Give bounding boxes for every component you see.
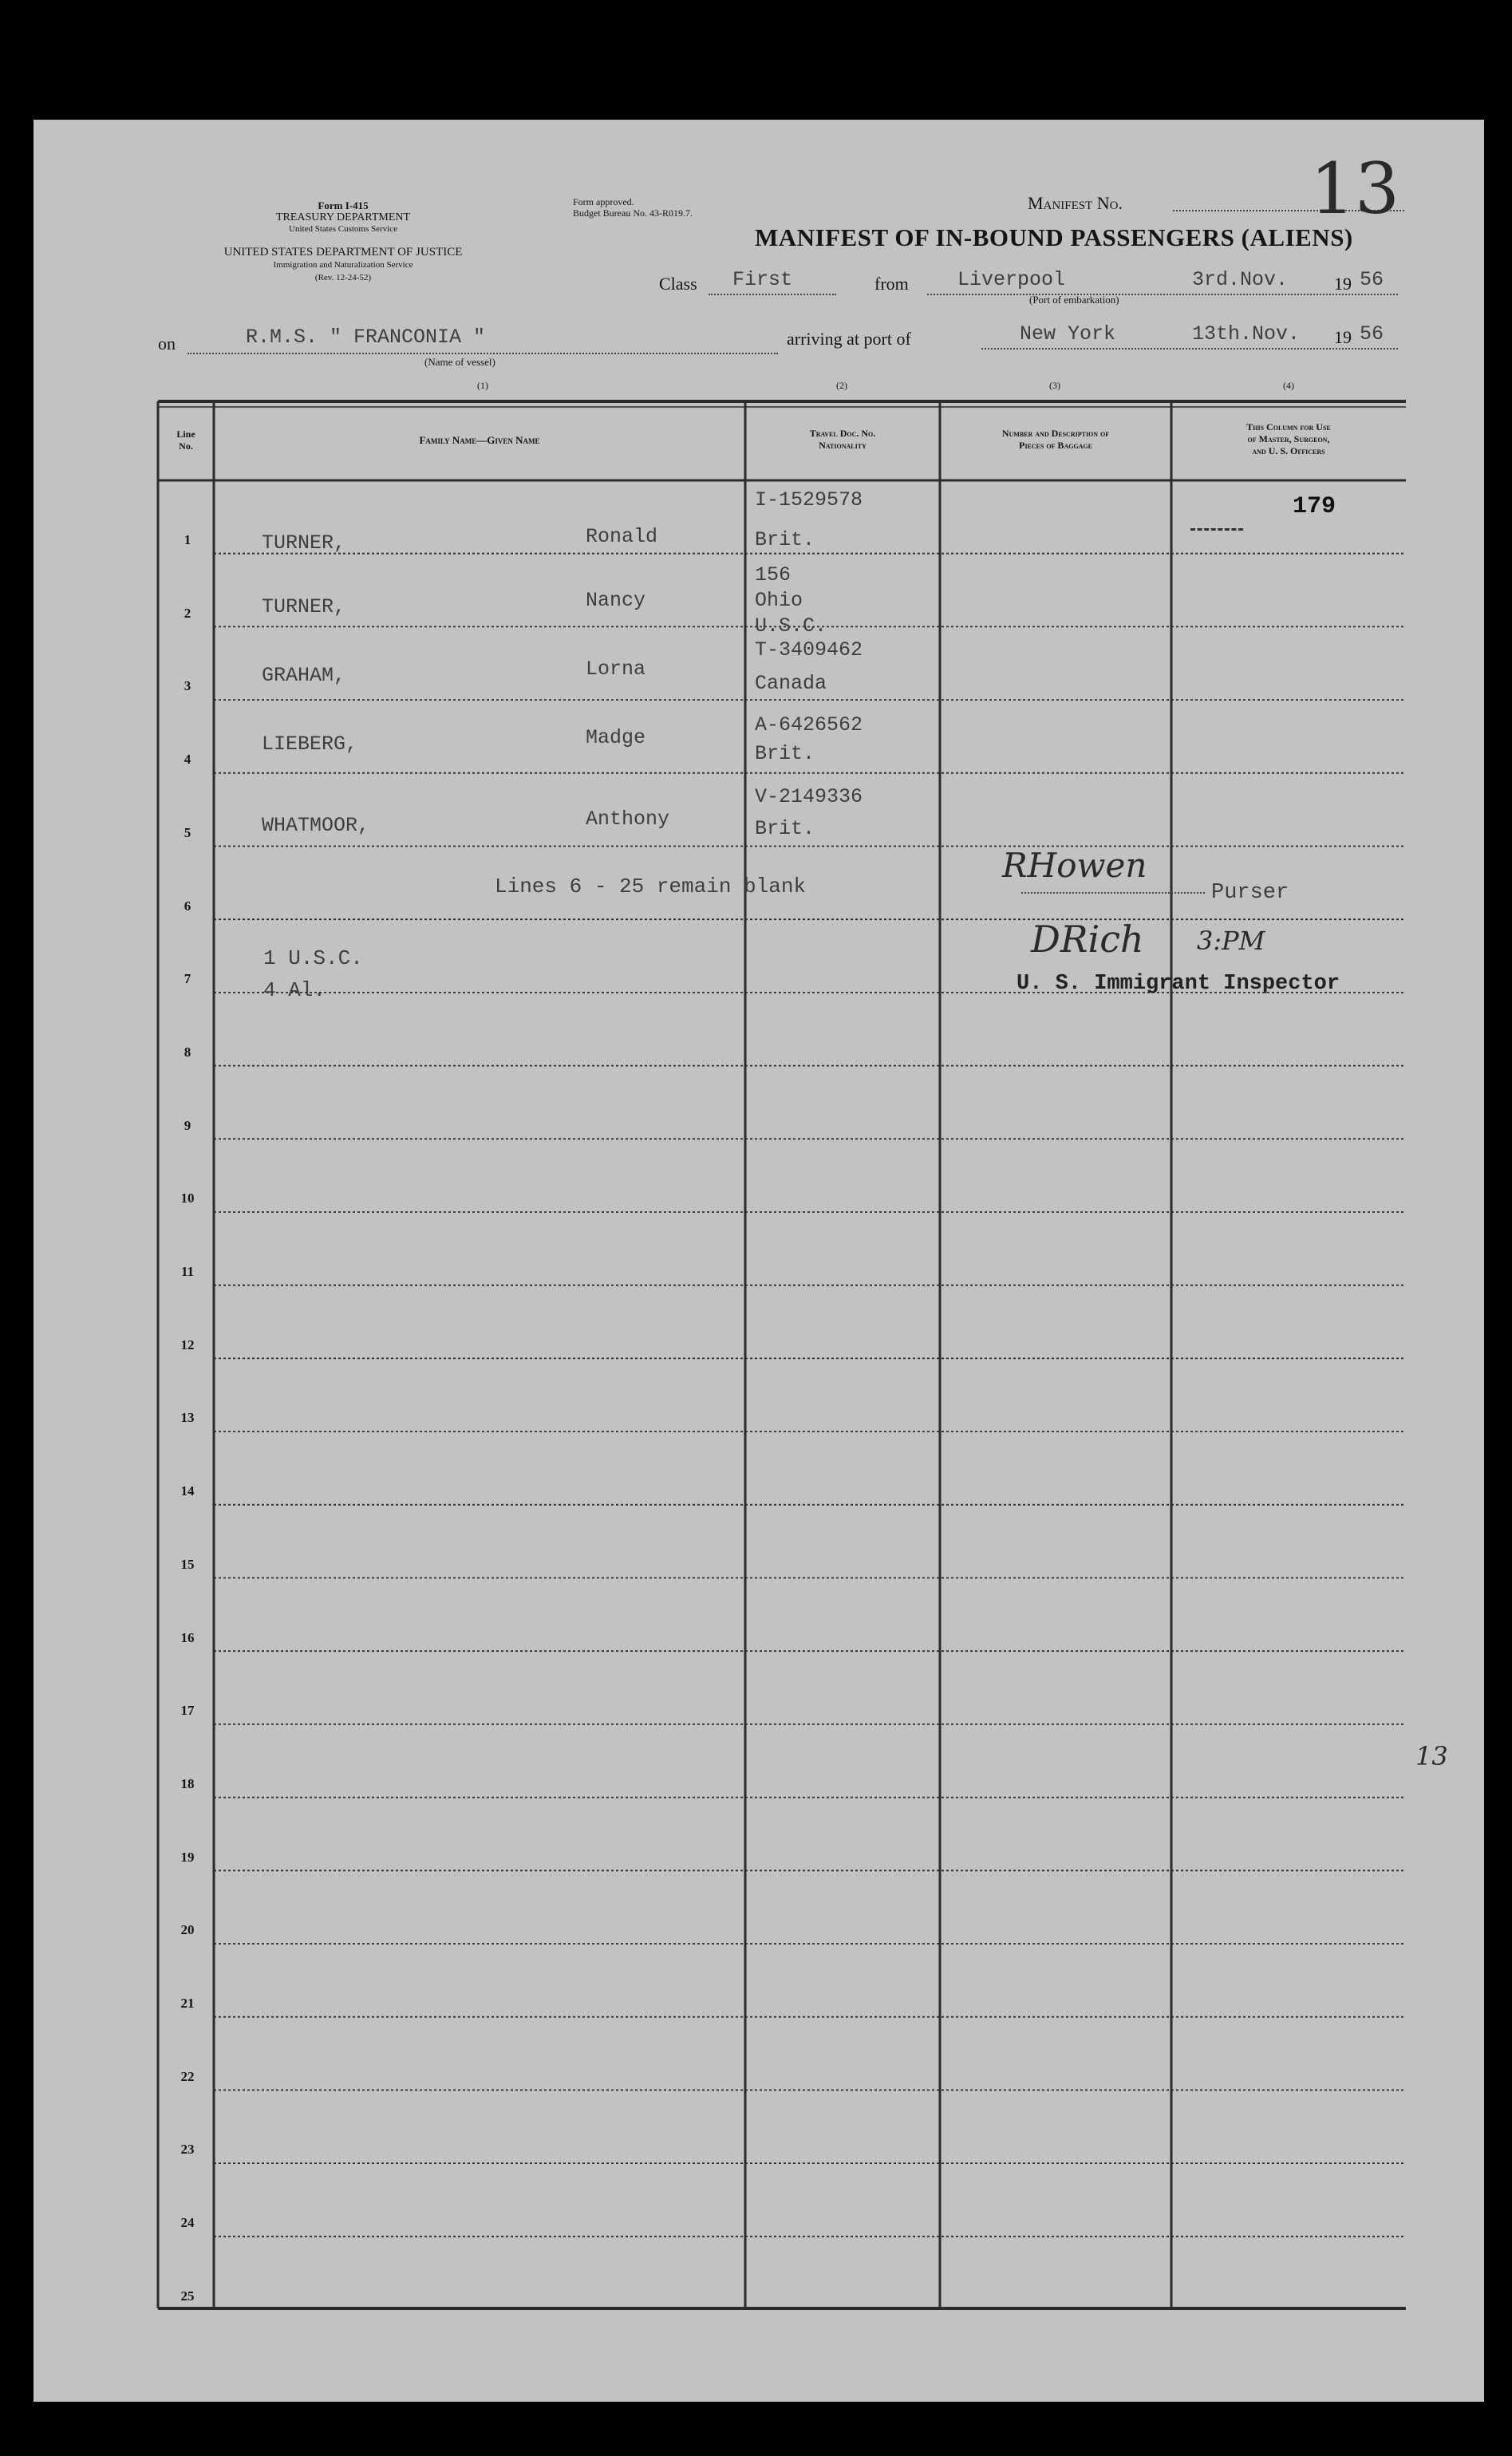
- line-number: 12: [180, 1337, 195, 1352]
- travel-doc-entry: Canada: [755, 672, 827, 695]
- purser-signature: RHowen: [1002, 846, 1147, 885]
- alien-count: 4 Al.: [263, 978, 326, 1002]
- line-number: 9: [184, 1117, 191, 1133]
- line-number: 4: [184, 752, 191, 768]
- from-label: from: [874, 274, 909, 294]
- given-name: Madge: [586, 726, 646, 749]
- line-number: 22: [180, 2068, 195, 2084]
- arrival-port: New York: [1020, 322, 1116, 345]
- inspector-signature: DRich: [1031, 918, 1144, 961]
- given-name: Anthony: [586, 807, 670, 831]
- line-number: 17: [180, 1703, 195, 1719]
- line-number: 7: [184, 971, 191, 987]
- revision-label: (Rev. 12-24-52): [314, 273, 372, 282]
- from-value: Liverpool: [957, 268, 1066, 291]
- line-number: 1: [184, 532, 191, 547]
- line-number: 19: [180, 1849, 195, 1865]
- travel-doc-entry: Brit.: [755, 528, 815, 551]
- column-number-4: (4): [1283, 380, 1294, 391]
- column-number-1: (1): [477, 380, 488, 391]
- line-number: 10: [180, 1190, 195, 1206]
- arrival-year-prefix: 19: [1334, 327, 1352, 347]
- travel-doc-entry: Brit.: [755, 817, 815, 840]
- line-number: 8: [184, 1044, 191, 1060]
- travel-doc-entry: V-2149336: [755, 785, 863, 808]
- travel-doc-entry: 156: [755, 563, 792, 586]
- inspection-time: 3:PM: [1197, 926, 1265, 956]
- line-no-header: Line No.: [176, 428, 195, 452]
- vessel-name: R.M.S. " FRANCONIA ": [246, 326, 486, 349]
- officer-number: 179: [1293, 493, 1336, 520]
- manifest-no-label: Manifest No.: [1028, 193, 1123, 213]
- form-approved: Form approved.: [573, 196, 634, 207]
- department-of-justice: UNITED STATES DEPARTMENT OF JUSTICE: [223, 246, 463, 259]
- usc-count: 1 U.S.C.: [263, 946, 363, 970]
- family-name: TURNER,: [262, 595, 346, 618]
- arrival-date: 13th.Nov.: [1192, 322, 1301, 345]
- line-number: 20: [180, 1922, 195, 1938]
- vessel-name-label: (Name of vessel): [424, 356, 495, 368]
- line-number: 6: [184, 898, 191, 914]
- inspector-label: U. S. Immigrant Inspector: [1017, 972, 1340, 996]
- line-number: 5: [184, 824, 191, 840]
- travel-doc-entry: T-3409462: [755, 638, 863, 661]
- given-name: Lorna: [586, 657, 646, 681]
- family-name: GRAHAM,: [262, 664, 346, 687]
- line-number: 14: [180, 1483, 195, 1499]
- customs-service: United States Customs Service: [289, 224, 397, 234]
- line-number: 11: [180, 1264, 195, 1279]
- treasury-department: TREASURY DEPARTMENT: [275, 211, 411, 223]
- form-number: Form I-415: [318, 199, 369, 211]
- blank-lines-note: Lines 6 - 25 remain blank: [495, 875, 807, 898]
- officer-dash-mark: [1190, 528, 1243, 531]
- baggage-header: Number and Description of Pieces of Baggage: [1001, 428, 1110, 451]
- column-number-3: (3): [1049, 380, 1060, 391]
- port-embarkation-label: (Port of embarkation): [1029, 294, 1119, 306]
- travel-doc-entry: I-1529578: [755, 488, 863, 511]
- departure-date: 3rd.Nov.: [1192, 268, 1289, 291]
- budget-bureau: Budget Bureau No. 43-R019.7.: [573, 207, 693, 219]
- line-number: 21: [180, 1996, 195, 2011]
- line-number: 16: [180, 1629, 195, 1645]
- manifest-title: MANIFEST OF IN-BOUND PASSENGERS (ALIENS): [755, 223, 1353, 251]
- ins-label: Immigration and Naturalization Service: [273, 260, 413, 270]
- line-number: 3: [184, 678, 191, 694]
- line-number: 24: [180, 2215, 195, 2231]
- given-name: Nancy: [586, 589, 646, 612]
- side-page-mark: 13: [1415, 1741, 1448, 1771]
- arrival-year: 56: [1360, 322, 1384, 345]
- line-number: 15: [180, 1556, 195, 1572]
- line-number: 23: [180, 2142, 195, 2158]
- purser-label: Purser: [1211, 881, 1289, 905]
- arriving-label: arriving at port of: [787, 329, 911, 349]
- travel-doc-entry: Ohio: [755, 589, 803, 612]
- class-value: First: [732, 268, 793, 291]
- travel-doc-header: Travel Doc. No. Nationality: [809, 428, 876, 451]
- departure-year: 56: [1360, 268, 1384, 291]
- line-number: 13: [180, 1410, 195, 1426]
- family-name: WHATMOOR,: [262, 814, 370, 837]
- travel-doc-entry: A-6426562: [755, 713, 863, 736]
- officers-header: This Column for Use of Master, Surgeon, and U. S. Officers: [1246, 421, 1331, 456]
- travel-doc-entry: Brit.: [755, 742, 815, 765]
- family-name: TURNER,: [262, 531, 346, 555]
- line-number: 2: [184, 605, 191, 621]
- manifest-number: 13: [1310, 148, 1399, 230]
- line-number: 25: [180, 2288, 195, 2304]
- departure-year-prefix: 19: [1334, 274, 1352, 294]
- given-name: Ronald: [586, 525, 658, 548]
- line-number: 18: [180, 1775, 195, 1791]
- class-label: Class: [659, 274, 697, 294]
- travel-doc-entry: U.S.C.: [755, 614, 827, 638]
- family-name: LIEBERG,: [262, 732, 358, 756]
- column-number-2: (2): [836, 380, 847, 391]
- name-header: Family Name—Given Name: [419, 434, 540, 446]
- on-label: on: [158, 334, 176, 353]
